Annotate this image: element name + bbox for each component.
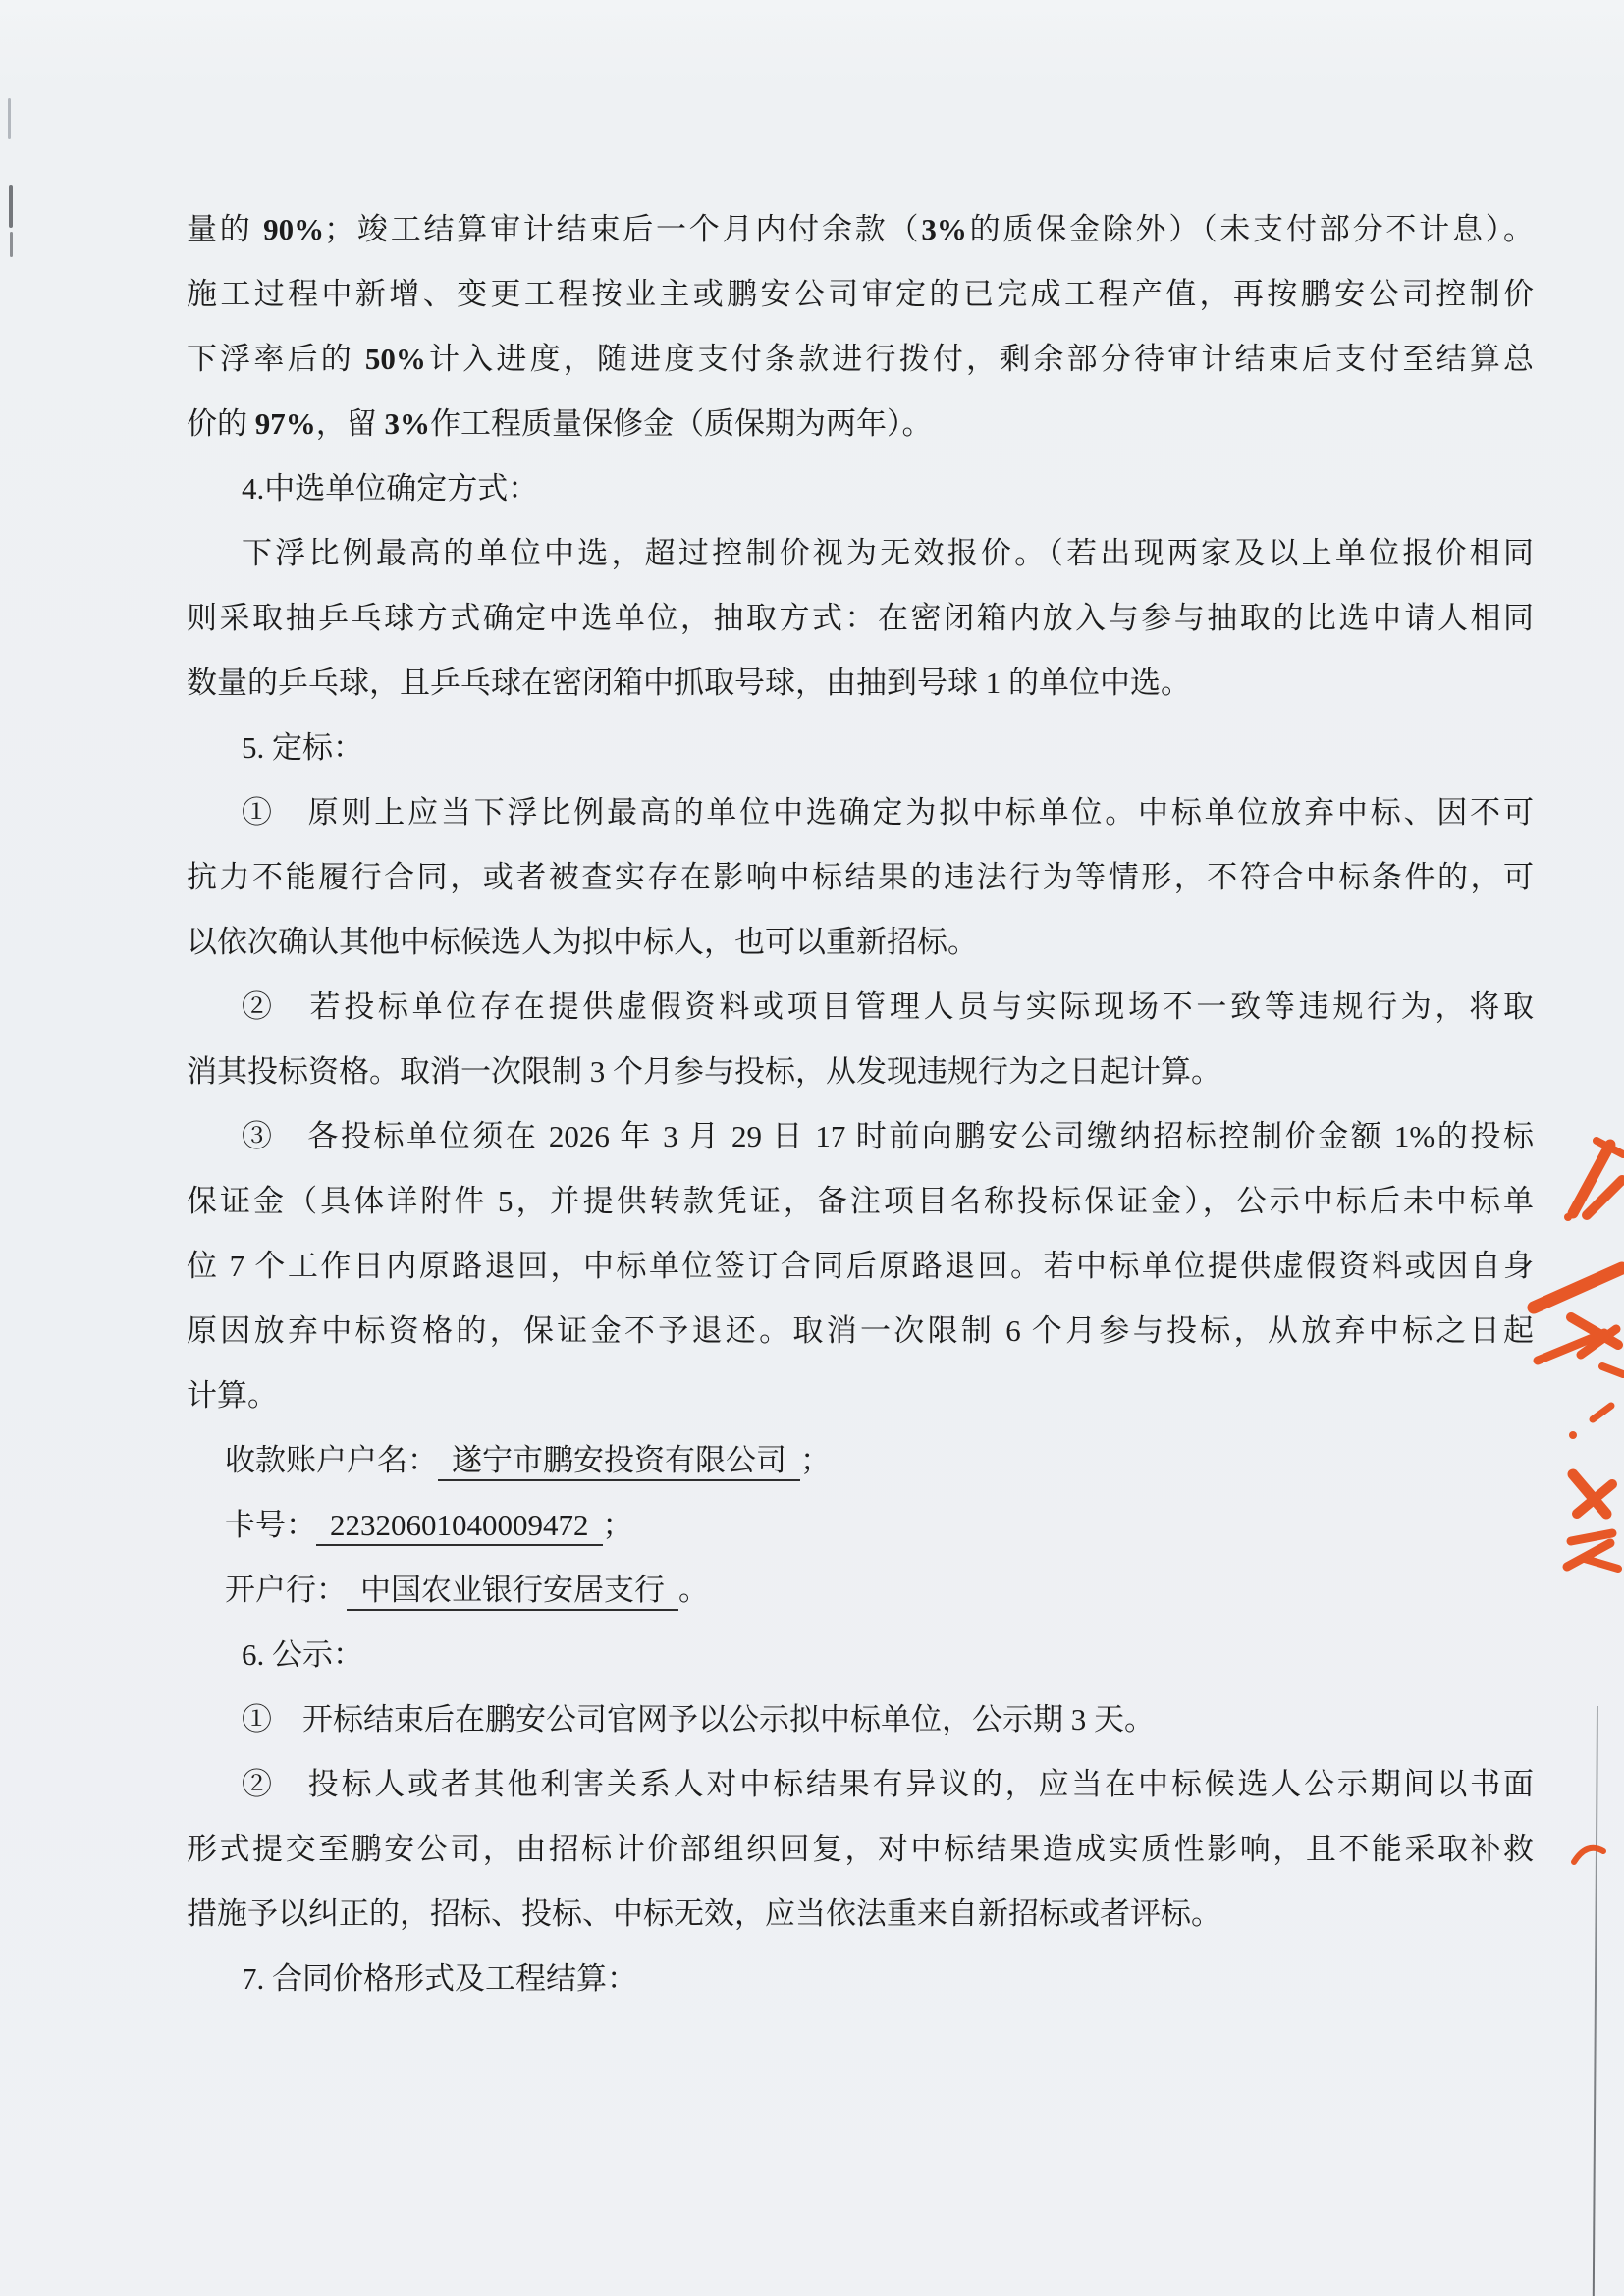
scan-edge-artifact <box>10 232 13 257</box>
heading-section-4: 4.中选单位确定方式： <box>242 471 539 506</box>
line-sec4-1: 下浮比例最高的单位中选，超过控制价视为无效报价。（若出现两家及以上单位报价相同 <box>242 536 1534 570</box>
stamp-fragment-4 <box>1567 1474 1618 1569</box>
line-sec6-item2-b: 形式提交至鹏安公司，由招标计价部组织回复，对中标结果造成实质性影响，且不能采取补救 <box>187 1832 1534 1866</box>
line-sec5-item3-e: 计算。 <box>187 1378 278 1413</box>
line-sec5-item3-d: 原因放弃中标资格的，保证金不予退还。取消一次限制 6 个月参与投标，从放弃中标之日起 <box>187 1313 1534 1348</box>
line-payment-cont-2: 施工过程中新增、变更工程按业主或鹏安公司审定的已完成工程产值，再按鹏安公司控制价 <box>187 277 1534 311</box>
stamp-fragment-1 <box>1564 1141 1623 1221</box>
line-account-bank: 开户行： 中国农业银行安居支行 。 <box>187 1558 1534 1623</box>
scan-edge-artifact <box>8 98 11 139</box>
line-sec5-item3-b: 保证金（具体详附件 5，并提供转款凭证，备注项目名称投标保证金），公示中标后未中标单 <box>187 1184 1534 1218</box>
line-sec4-3: 数量的乒乓球，且乒乓球在密闭箱中抓取号球，由抽到号球 1 的单位中选。 <box>187 666 1191 700</box>
heading-section-5: 5. 定标： <box>242 730 363 765</box>
line-sec5-item1-a: ① 原则上应当下浮比例最高的单位中选确定为拟中标单位。中标单位放弃中标、因不可 <box>242 795 1534 829</box>
line-payment-cont-4: 价的 97%，留 3%作工程质量保修金（质保期为两年）。 <box>187 406 933 441</box>
line-sec6-item1: ① 开标结束后在鹏安公司官网予以公示拟中标单位，公示期 3 天。 <box>242 1702 1155 1736</box>
line-account-name: 收款账户户名： 遂宁市鹏安投资有限公司 ； <box>187 1428 1534 1493</box>
line-payment-cont-1: 量的 90%；竣工结算审计结束后一个月内付余款（3%的质保金除外）（未支付部分不计息）。 <box>187 212 1535 246</box>
stamp-fragment-3 <box>1569 1406 1611 1439</box>
line-account-number-underlined-value: 22320601040009472 <box>316 1508 603 1546</box>
line-sec5-item2-a: ② 若投标单位存在提供虚假资料或项目管理人员与实际现场不一致等违规行为，将取 <box>242 989 1534 1024</box>
line-sec5-item1-b: 抗力不能履行合同，或者被查实存在影响中标结果的违法行为等情形，不符合中标条件的，可 <box>187 860 1534 894</box>
line-sec5-item3-a: ③ 各投标单位须在 2026 年 3 月 29 日 17 时前向鹏安公司缴纳招标控制价金额 1%的投标 <box>242 1119 1534 1153</box>
line-sec5-item3-c: 位 7 个工作日内原路退回，中标单位签订合同后原路退回。若中标单位提供虚假资料或因自身 <box>187 1249 1534 1283</box>
line-sec6-item2-c: 措施予以纠正的，招标、投标、中标无效，应当依法重来自新招标或者评标。 <box>187 1896 1221 1931</box>
heading-section-6: 6. 公示： <box>242 1637 363 1672</box>
line-account-number: 卡号： 22320601040009472 ； <box>187 1493 1534 1558</box>
line-payment-cont-3: 下浮率后的 50%计入进度，随进度支付条款进行拨付，剩余部分待审计结束后支付至结算总 <box>187 342 1535 376</box>
line-sec5-item2-b: 消其投标资格。取消一次限制 3 个月参与投标，从发现违规行为之日起计算。 <box>187 1054 1221 1089</box>
heading-section-7: 7. 合同价格形式及工程结算： <box>242 1961 637 1996</box>
line-account-name-underlined-value: 遂宁市鹏安投资有限公司 <box>438 1443 800 1481</box>
document-text <box>187 197 1534 2011</box>
line-sec4-2: 则采取抽乒乓球方式确定中选单位，抽取方式：在密闭箱内放入与参与抽取的比选申请人相同 <box>187 601 1534 635</box>
line-sec6-item2-a: ② 投标人或者其他利害关系人对中标结果有异议的，应当在中标候选人公示期间以书面 <box>242 1767 1534 1801</box>
scan-edge-artifact <box>9 185 13 228</box>
stamp-fragment-5 <box>1574 1848 1603 1862</box>
line-sec5-item1-c: 以依次确认其他中标候选人为拟中标人，也可以重新招标。 <box>187 925 978 959</box>
line-account-bank-underlined-value: 中国农业银行安居支行 <box>347 1573 678 1611</box>
stamp-fragment-2 <box>1534 1268 1623 1374</box>
